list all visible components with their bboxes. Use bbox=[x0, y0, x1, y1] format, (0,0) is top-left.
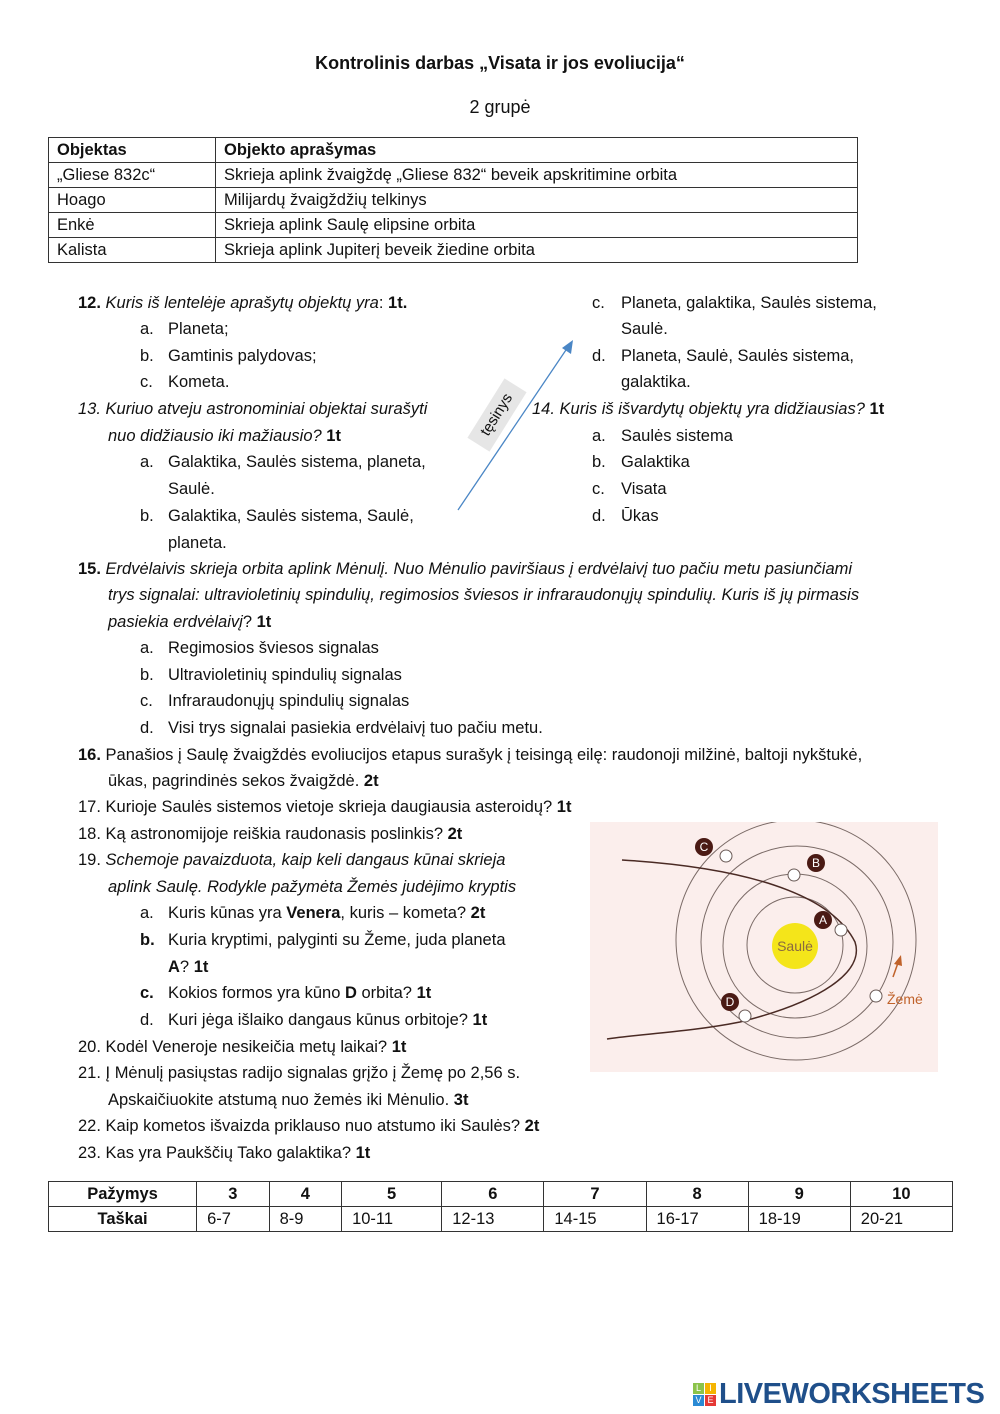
question-19-line2: aplink Saulę. Rodykle pažymėta Žemės judėjimo kryptis bbox=[108, 878, 517, 896]
question-18: 18. Ką astronomijoje reiškia raudonasis poslinkis? 2t bbox=[78, 825, 463, 843]
cell: 20-21 bbox=[850, 1207, 952, 1232]
cell: 10-11 bbox=[342, 1207, 442, 1232]
table-row bbox=[49, 163, 858, 188]
q19a-text: Kuris kūnas yra Venera, kuris – kometa? 2t bbox=[168, 904, 486, 922]
points: 1t. bbox=[388, 294, 408, 312]
cell: 9 bbox=[748, 1182, 850, 1207]
table-row bbox=[49, 238, 858, 263]
question-20: 20. Kodėl Veneroje nesikeičia metų laikai? 1t bbox=[78, 1038, 407, 1056]
label-a: A bbox=[818, 913, 828, 927]
label-c: C bbox=[699, 840, 709, 854]
option-text: Visi trys signalai pasiekia erdvėlaivį tuo pačiu metu. bbox=[168, 719, 543, 737]
continue-label: tęsinys bbox=[467, 378, 526, 451]
table-row bbox=[49, 188, 858, 213]
option: c. bbox=[140, 984, 154, 1002]
cell: Skrieja aplink Jupiterį beveik žiedine orbita bbox=[216, 238, 858, 263]
logo-blocks-icon: L I V E bbox=[693, 1383, 716, 1406]
option: d. bbox=[140, 1011, 154, 1029]
cell: Taškai bbox=[49, 1207, 197, 1232]
group-label: 2 grupė bbox=[469, 97, 531, 117]
cell: 12-13 bbox=[442, 1207, 544, 1232]
cell: 4 bbox=[269, 1182, 341, 1207]
option-text: Ūkas bbox=[621, 507, 659, 525]
option: b. bbox=[140, 931, 155, 949]
page-title: Kontrolinis darbas „Visata ir jos evoliucija“ bbox=[315, 53, 685, 73]
cell: 8 bbox=[646, 1182, 748, 1207]
option-text: Ultravioletinių spindulių signalas bbox=[168, 666, 402, 684]
option: a. bbox=[140, 320, 154, 338]
cell: Hoago bbox=[49, 188, 216, 213]
option: d. bbox=[592, 347, 606, 365]
option: a. bbox=[140, 453, 154, 471]
question-19: 19. Schemoje pavaizduota, kaip keli dangaus kūnai skrieja bbox=[78, 851, 506, 869]
cell: 3 bbox=[197, 1182, 269, 1207]
option: c. bbox=[592, 294, 605, 312]
continue-arrow-icon bbox=[440, 330, 590, 520]
question-17: 17. Kurioje Saulės sistemos vietoje skrieja daugiausia asteroidų? 1t bbox=[78, 798, 572, 816]
question-13: 13. Kuriuo atveju astronominiai objektai surašyti bbox=[78, 400, 428, 418]
cell: 6 bbox=[442, 1182, 544, 1207]
question-14: 14. Kuris iš išvardytų objektų yra didžiausias? 1t bbox=[532, 400, 885, 418]
logo-text: LIVEWORKSHEETS bbox=[719, 1378, 985, 1410]
option: d. bbox=[592, 507, 606, 525]
orbit-diagram bbox=[590, 822, 938, 1072]
sun-label: Saulė bbox=[777, 938, 813, 954]
option-text: Infraraudonųjų spindulių signalas bbox=[168, 692, 410, 710]
cell: 6-7 bbox=[197, 1207, 269, 1232]
option-text: Galaktika, Saulės sistema, Saulė, bbox=[168, 507, 414, 525]
option: b. bbox=[592, 453, 606, 471]
cell: 10 bbox=[850, 1182, 952, 1207]
question-13-line2: nuo didžiausio iki mažiausio? 1t bbox=[108, 427, 341, 445]
table-row bbox=[49, 213, 858, 238]
question-15-line3: pasiekia erdvėlaivį? 1t bbox=[108, 613, 272, 631]
option: c. bbox=[140, 692, 153, 710]
cell: Skrieja aplink žvaigždę „Gliese 832“ beveik apskritimine orbita bbox=[216, 163, 858, 188]
q-num: 12. bbox=[78, 294, 101, 312]
question-15-line2: trys signalai: ultravioletinių spindulių, regimosios šviesos ir infraraudonųjų spindulių. Kuris iš jų pirmasis bbox=[108, 586, 860, 604]
question-21: 21. Į Mėnulį pasiųstas radijo signalas grįžo į Žemę po 2,56 s. bbox=[78, 1064, 521, 1082]
table-header: Objekto aprašymas bbox=[216, 138, 858, 163]
option-text: Saulė. bbox=[621, 320, 668, 338]
cell: Pažymys bbox=[49, 1182, 197, 1207]
option-text: Regimosios šviesos signalas bbox=[168, 639, 379, 657]
cell: 8-9 bbox=[269, 1207, 341, 1232]
option-text: Galaktika, Saulės sistema, planeta, bbox=[168, 453, 426, 471]
q19b-line2: A? 1t bbox=[168, 958, 209, 976]
objects-table bbox=[48, 137, 858, 263]
option: c. bbox=[140, 373, 153, 391]
q19d-text: Kuri jėga išlaiko dangaus kūnus orbitoje? 1t bbox=[168, 1011, 488, 1029]
cell: Enkė bbox=[49, 213, 216, 238]
option: a. bbox=[592, 427, 606, 445]
table-header: Objektas bbox=[49, 138, 216, 163]
cell: Kalista bbox=[49, 238, 216, 263]
option: a. bbox=[140, 904, 154, 922]
question-12 bbox=[78, 290, 407, 316]
cell: Skrieja aplink Saulę elipsine orbita bbox=[216, 213, 858, 238]
colon: : bbox=[378, 294, 384, 312]
option-text: Saulės sistema bbox=[621, 427, 733, 445]
cell: Milijardų žvaigždžių telkinys bbox=[216, 188, 858, 213]
question-16: 16. Panašios į Saulę žvaigždės evoliucijos etapus surašyk į teisingą eilę: raudonoji milžinė, baltoji nykštukė, bbox=[78, 746, 863, 764]
option-text: Planeta, Saulė, Saulės sistema, bbox=[621, 347, 854, 365]
cell: 14-15 bbox=[544, 1207, 646, 1232]
option-text: Galaktika bbox=[621, 453, 690, 471]
grades-table bbox=[48, 1181, 953, 1232]
option: b. bbox=[140, 347, 154, 365]
option-text: Saulė. bbox=[168, 480, 215, 498]
label-b: B bbox=[811, 856, 821, 870]
option-text: galaktika. bbox=[621, 373, 691, 391]
cell: 16-17 bbox=[646, 1207, 748, 1232]
option: c. bbox=[592, 480, 605, 498]
question-21-line2: Apskaičiuokite atstumą nuo žemės iki Mėnulio. 3t bbox=[108, 1091, 469, 1109]
earth-label: Žemė bbox=[887, 991, 923, 1007]
q-text: Kuris iš lentelėje aprašytų objektų yra bbox=[105, 294, 379, 312]
q19b-text: Kuria kryptimi, palyginti su Žeme, juda planeta bbox=[168, 931, 506, 949]
option-text: Planeta, galaktika, Saulės sistema, bbox=[621, 294, 877, 312]
cell: 7 bbox=[544, 1182, 646, 1207]
q19c-text: Kokios formos yra kūno D orbita? 1t bbox=[168, 984, 432, 1002]
option: a. bbox=[140, 639, 154, 657]
option-text: Visata bbox=[621, 480, 667, 498]
question-16-line2: ūkas, pagrindinės sekos žvaigždė. 2t bbox=[108, 772, 379, 790]
cell: 5 bbox=[342, 1182, 442, 1207]
option-text: Gamtinis palydovas; bbox=[168, 347, 317, 365]
cell: 18-19 bbox=[748, 1207, 850, 1232]
liveworksheets-logo bbox=[693, 1378, 984, 1411]
option: b. bbox=[140, 507, 154, 525]
option-text: Planeta; bbox=[168, 320, 229, 338]
question-23: 23. Kas yra Paukščių Tako galaktika? 1t bbox=[78, 1144, 371, 1162]
cell: „Gliese 832c“ bbox=[49, 163, 216, 188]
option-text: planeta. bbox=[168, 534, 227, 552]
question-22: 22. Kaip kometos išvaizda priklauso nuo atstumo iki Saulės? 2t bbox=[78, 1117, 540, 1135]
option-text: Kometa. bbox=[168, 373, 230, 391]
question-15: 15. Erdvėlaivis skrieja orbita aplink Mėnulį. Nuo Mėnulio paviršiaus į erdvėlaivį tuo pačiu metu pasiunčiami bbox=[78, 560, 853, 578]
label-d: D bbox=[725, 995, 735, 1009]
option: d. bbox=[140, 719, 154, 737]
option: b. bbox=[140, 666, 154, 684]
